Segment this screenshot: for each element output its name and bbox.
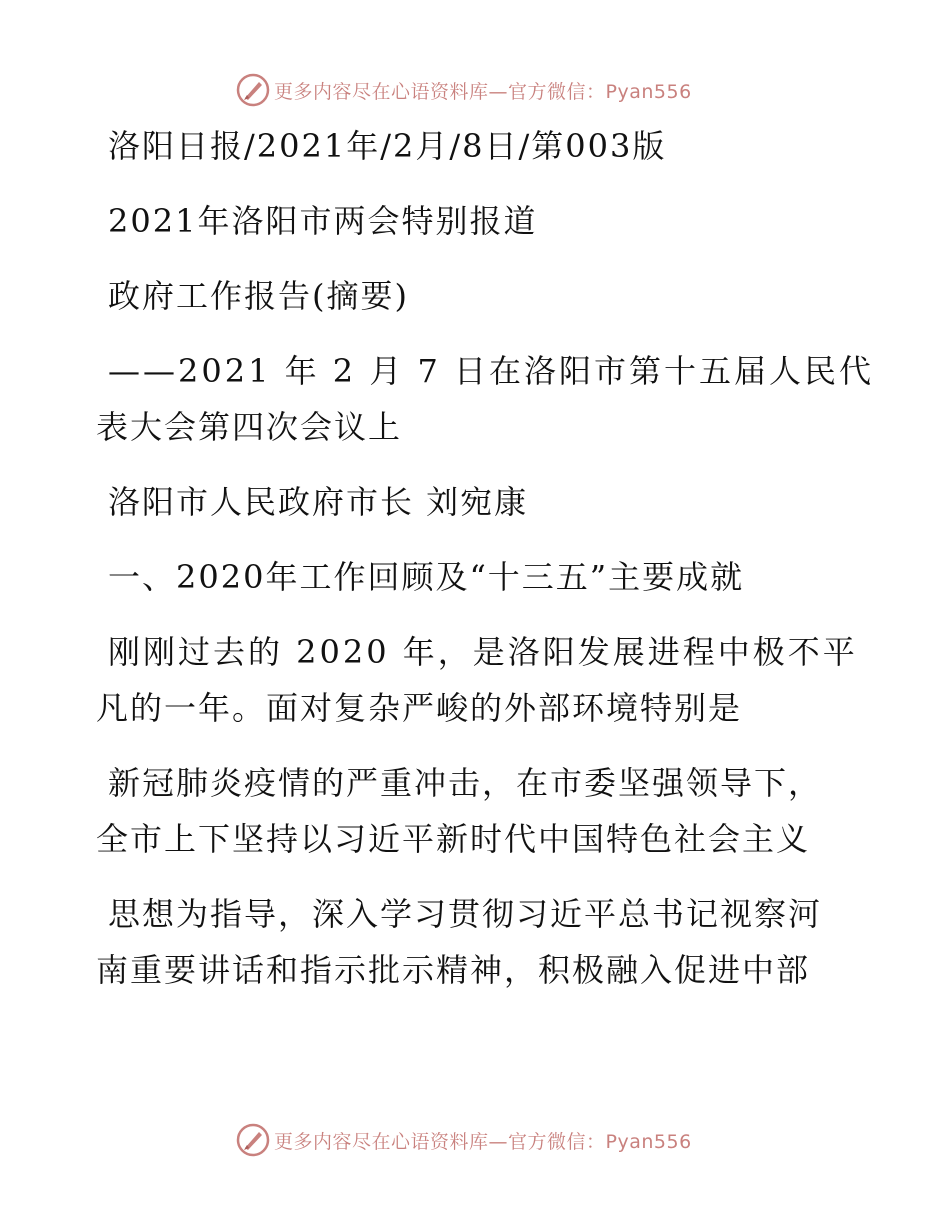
doc-line-author: 洛阳市人民政府市长 刘宛康 <box>108 483 529 521</box>
doc-line-title: 政府工作报告(摘要) <box>108 277 409 315</box>
footer-watermark <box>236 1122 692 1158</box>
doc-line-paragraph-1: 刚刚过去的 2020 年，是洛阳发展进程中极不平 <box>108 633 858 671</box>
doc-line-paragraph-3: 新冠肺炎疫情的严重冲击，在市委坚强领导下， <box>108 764 823 802</box>
header-watermark <box>236 72 692 108</box>
doc-line-paragraph-6: 南重要讲话和指示批示精神，积极融入促进中部 <box>96 951 811 989</box>
doc-line-subtitle-1: ——2021 年 2 月 7 日在洛阳市第十五届人民代 <box>108 352 875 390</box>
doc-line-heading-1: 一、2020年工作回顾及“十三五”主要成就 <box>108 558 745 596</box>
doc-line-paragraph-4: 全市上下坚持以习近平新时代中国特色社会主义 <box>96 820 811 858</box>
watermark-text: 更多内容尽在心语资料库—官方微信：Pyan556 <box>274 1130 692 1153</box>
feather-pen-logo-icon <box>236 73 270 107</box>
doc-line-paragraph-5: 思想为指导，深入学习贯彻习近平总书记视察河 <box>108 895 823 933</box>
feather-pen-logo-icon <box>236 1123 270 1157</box>
doc-line-subtitle-2: 表大会第四次会议上 <box>96 408 403 446</box>
doc-line-source: 洛阳日报/2021年/2月/8日/第003版 <box>108 127 667 165</box>
doc-line-paragraph-2: 凡的一年。面对复杂严峻的外部环境特别是 <box>96 689 743 727</box>
doc-line-section: 2021年洛阳市两会特别报道 <box>108 202 538 240</box>
watermark-text: 更多内容尽在心语资料库—官方微信：Pyan556 <box>274 80 692 103</box>
